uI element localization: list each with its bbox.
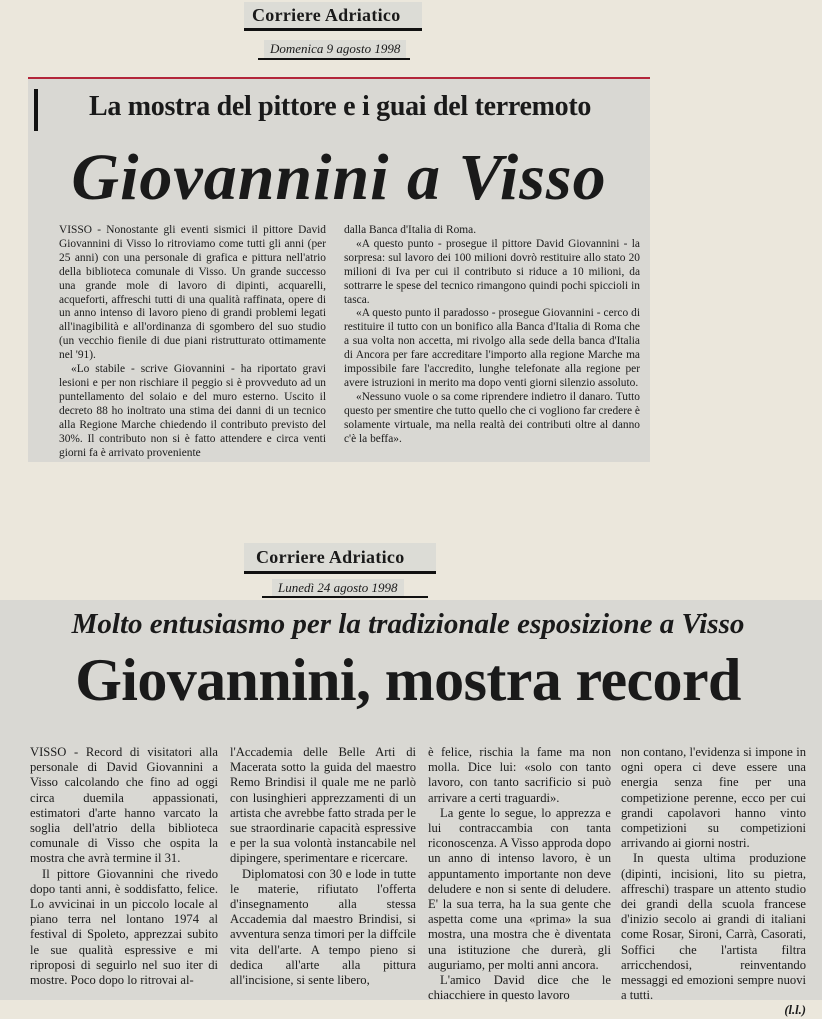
article-1 [28, 79, 650, 462]
masthead-2 [244, 543, 436, 574]
paragraph: dalla Banca d'Italia di Roma. [344, 224, 477, 236]
article-2-column-3 [428, 745, 611, 1003]
article-2-column-1 [30, 745, 218, 988]
paragraph: l'Accademia delle Belle Arti di Macerata sotto la guida del maestro Remo Brindisi il quale me ne parlò con lusinghieri apprezzamenti di un artista che avrebbe fatto strada per le sue straordinarie capacità espressive e per la sua volontà instancabile nel dipingere, sperimentare e ricercare. [230, 745, 416, 866]
paragraph: non contano, l'evidenza si impone in ogni opera ci deve essere una energia senza fine per una competizione perenne, ecco per cui grandi capolavori hanno vinto competizioni su competizioni arrivando ai giorni nostri. [621, 745, 806, 851]
clipping-2 [0, 530, 822, 1018]
issue-date: Domenica 9 agosto 1998 [264, 40, 406, 58]
paragraph: «A questo punto - prosegue il pittore David Giovannini - la sorpresa: sul lavoro dei 100 milioni dovrò restituire allo stato 20 milioni di Iva per cui il contributo si riduce a 10 milioni, da sottrarre le spese del tecnico rimangono quindi pochi spiccioli in tasca. [344, 237, 640, 306]
paragraph: In questa ultima produzione (dipinti, incisioni, lito su pietra, affreschi) traspare un attento studio dei grandi della scuola francese d'inizio secolo ai grandi di italiani come Rosar, Sironi, Carrà, Casorati, Soffici che l'artista filtra arricchendosi, reinventando messaggi ed emozioni sempre nuovi a tutti. [621, 851, 806, 1003]
headline: Giovannini, mostra record [75, 647, 741, 713]
paragraph: «A questo punto il paradosso - prosegue Giovannini - cerco di restituire il tutto con un bonifico alla Banca d'Italia di Roma che a sua volta non accetta, mi rivolgo alla sede della banca d'Italia di Ancora per fare accreditare l'importo alla regione Marche ma impossibile fare l'accredito, lunghe telefonate alla regione per avere istruzioni in merito ma dopo venti giorni silenzio assoluto. [344, 307, 640, 389]
paragraph: Il pittore Giovannini che rivedo dopo tanti anni, è soddisfatto, felice. Lo avvicinai in un piccolo locale al piano terra nel lontano 1974 al festival di Spoleto, apprezzai subito le sue qualità espressive e mi riproposi di seguirlo nel suo iter di mostre. Poco dopo lo ritrovai al- [30, 866, 218, 988]
kicker-rule [34, 89, 38, 131]
paragraph: L'amico David dice che le chiacchiere in questo lavoro [428, 973, 611, 1003]
newspaper-name: Corriere Adriatico [256, 547, 405, 567]
masthead-1 [244, 2, 422, 31]
date-rule [258, 58, 410, 60]
article-2 [0, 600, 822, 1018]
paragraph: Diplomatosi con 30 e lode in tutte le materie, rifiutato l'offerta d'insegnamento alla stessa Accademia dal maestro Brindisi, si avventura senza timori per la diffcile vita dell'arte. A tempo pieno si dedica all'arte alla pittura all'incisione, si sente libero, [230, 866, 416, 988]
paragraph: VISSO - Record di visitatori alla personale di David Giovannini a Visso calcolando che fino ad oggi circa duemila appassionati, estimatori d'arte hanno varcato la soglia dell'atrio della biblioteca comunale di Visso che ospita la mostra che avrà termine il 31. [30, 745, 218, 866]
article-1-column-2 [344, 224, 640, 447]
author-signature: (l.l.) [784, 1003, 806, 1018]
kicker: Molto entusiasmo per la tradizionale esposizione a Visso [71, 608, 745, 640]
kicker: La mostra del pittore e i guai del terremoto [88, 91, 592, 122]
date-rule [262, 596, 428, 598]
issue-date: Lunedì 24 agosto 1998 [272, 579, 404, 597]
paragraph: «Nessuno vuole o sa come riprendere indietro il danaro. Tutto questo per smentire che tutto quello che ci vogliono far credere è solamente virtuale, ma nella realtà dei contributi oltre al danno c'è la beffa». [344, 390, 640, 445]
paragraph: VISSO - Nonostante gli eventi sismici il pittore David Giovannini di Visso lo ritroviamo come tutti gli anni (per 25 anni) con una personale di grafica e pittura nell'atrio della biblioteca comunale di Visso. Un grande successo una grande mole di lavoro di dipinti, acquarelli, acqueforti, affreschi tutti di una qualità raffinata, opere di un anno intenso di lavoro pieno di grandi problemi legati all'inagibilità e all'ordinanza di sgombero del suo studio (un vecchio fienile di due piani ristrutturato ottimamente nel '91). [59, 224, 326, 362]
headline: Giovannini a Visso [71, 141, 607, 214]
article-2-column-4 [621, 745, 806, 1019]
clipping-1 [0, 0, 822, 470]
paragraph: «Lo stabile - scrive Giovannini - ha riportato gravi lesioni e per non rischiare il peggio si è provveduto ad un puntellamento del solaio e del muro esterno. Uscito il decreto 88 ho inoltrato una stima dei danni di un tecnico alla Regione Marche chiedendo il contributo previsto del 30%. Il contributo non si è fatto attendere e circa venti giorni fa è arrivato proveniente [59, 363, 326, 459]
article-1-column-1 [59, 224, 326, 460]
paragraph: è felice, rischia la fame ma non molla. Dice lui: «solo con tanto lavoro, con tanto sacrificio si può arrivare a certi traguardi». [428, 745, 611, 805]
article-2-column-2 [230, 745, 416, 988]
newspaper-name: Corriere Adriatico [252, 5, 401, 25]
paragraph: La gente lo segue, lo apprezza e lui contraccambia con tanta riconoscenza. A Visso approda dopo un anno di intenso lavoro, è un appuntamento importante non deve deludere e non si sente di deludere. E' la sua terra, ha la sua gente che aspetta come una «prima» la sua mostra, una mostra che è diventata una istituzione che durerà, gli auguriamo, per molti anni ancora. [428, 805, 611, 972]
